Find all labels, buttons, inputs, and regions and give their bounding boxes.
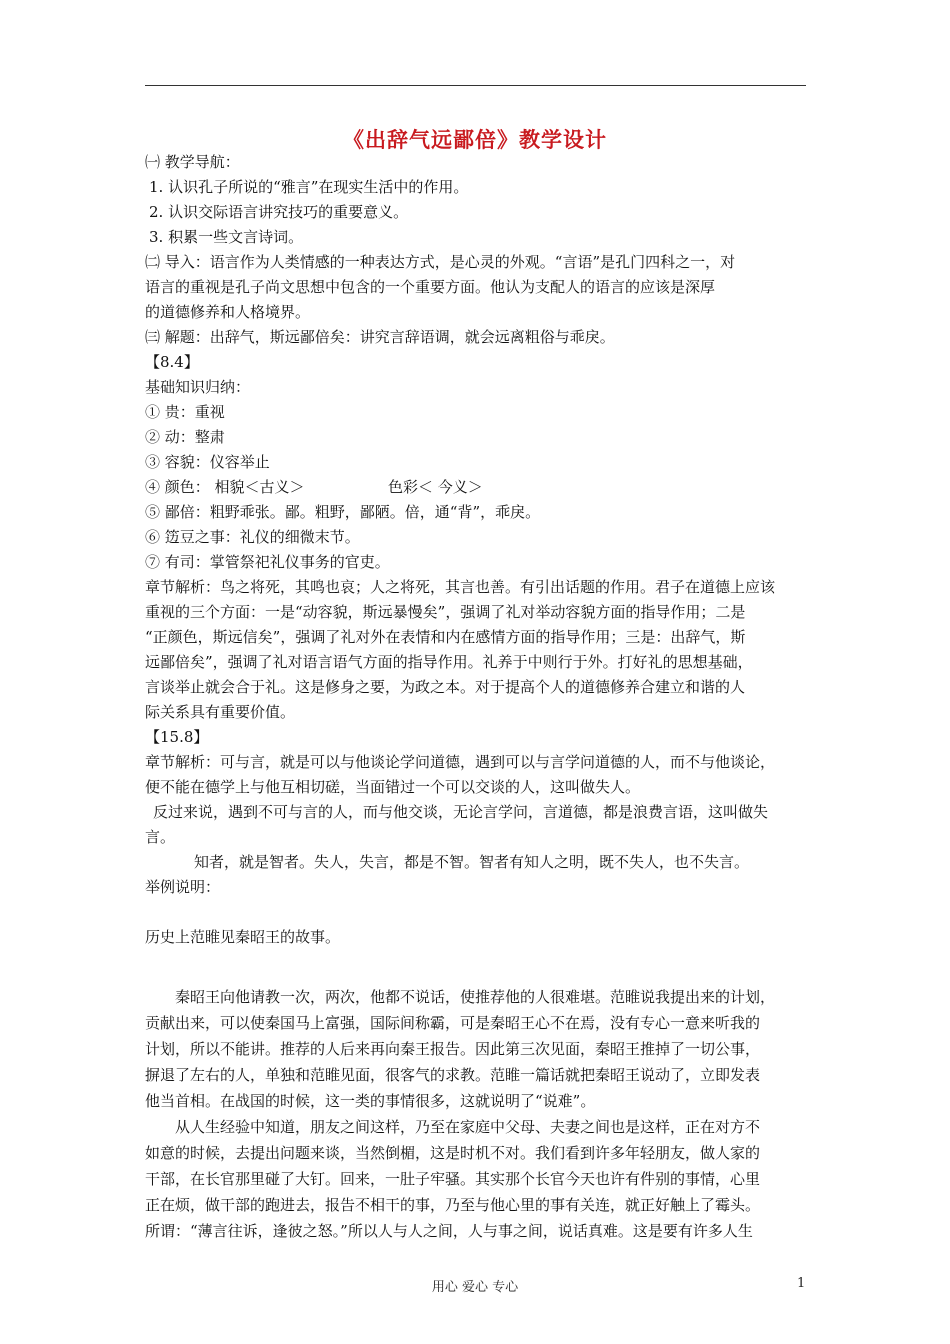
paragraph-line: 举例说明： [145,878,221,896]
paragraph-line: 摒退了左右的人，单独和范睢见面，很客气的求教。范睢一篇话就把秦昭王说动了，立即发表 [145,1066,761,1084]
paragraph-line: 言谈举止就会合于礼。这是修身之要，为政之本。对于提高个人的道德修养合建立和谐的人 [145,678,746,696]
paragraph-line: 的道德修养和人格境界。 [145,303,311,321]
list-item: 2. 认识交际语言讲究技巧的重要意义。 [149,203,409,221]
section-heading: 基础知识归纳： [145,378,251,396]
list-item: ③ 容貌：仪容举止 [145,453,270,471]
section-heading: ㈠ 教学导航： [145,153,240,171]
paragraph-line: 从人生经验中知道，朋友之间这样，乃至在家庭中父母、夫妻之间也是这样，正在对方不 [175,1118,761,1136]
paragraph-line: ㈢ 解题：出辞气，斯远鄙倍矣：讲究言辞语调，就会远离粗俗与乖戾。 [145,328,615,346]
paragraph-line: 便不能在德学上与他互相切磋，当面错过一个可以交谈的人，这叫做失人。 [145,778,641,796]
paragraph-line: 知者，就是智者。失人，失言，都是不智。智者有知人之明，既不失人，也不失言。 [194,853,750,871]
list-item: ⑦ 有司：掌管祭祀礼仪事务的官吏。 [145,553,390,571]
paragraph-line: 历史上范睢见秦昭王的故事。 [145,928,341,946]
paragraph-line: 贡献出来，可以使秦国马上富强，国际间称霸，可是秦昭王心不在焉，没有专心一意来听我的 [145,1014,761,1032]
paragraph-line: 反过来说，遇到不可与言的人，而与他交谈，无论言学问，言道德，都是浪费言语，这叫做失 [153,803,769,821]
list-item: 1. 认识孔子所说的“雅言”在现实生活中的作用。 [149,178,469,196]
header-rule [145,85,806,86]
section-marker: 【8.4】 [145,353,199,371]
paragraph-line: 重视的三个方面：一是“动容貌，斯远暴慢矣”，强调了礼对举动容貌方面的指导作用；二是 [145,603,746,621]
paragraph-line: 章节解析：鸟之将死，其鸣也哀；人之将死，其言也善。有引出话题的作用。君子在道德上应该 [145,578,776,596]
paragraph-line: 所谓：“薄言往诉，逢彼之怒。”所以人与人之间，人与事之间，说话真难。这是要有许多人生 [145,1222,753,1240]
paragraph-line: 秦昭王向他请教一次，两次，他都不说话，使推荐他的人很难堪。范睢说我提出来的计划， [175,988,776,1006]
list-item: 3. 积累一些文言诗词。 [149,228,304,246]
document-body [145,150,810,1244]
list-item-part: ④ 颜色： 相貌＜古义＞ [145,478,305,496]
list-item: ⑥ 笾豆之事：礼仪的细微末节。 [145,528,360,546]
paragraph-line: 言。 [145,828,176,846]
list-item: ⑤ 鄙倍：粗野乖张。鄙。粗野，鄙陋。倍，通“背”，乖戾。 [145,503,541,521]
paragraph-line: 章节解析：可与言，就是可以与他谈论学问道德，遇到可以与言学问道德的人，而不与他谈论， [145,753,776,771]
page-title: 《出辞气远鄙倍》教学设计 [343,128,607,152]
page-footer: 用心 爱心 专心 [431,1280,519,1295]
paragraph-line: 他当首相。在战国的时候，这一类的事情很多，这就说明了“说难”。 [145,1092,596,1110]
paragraph-line: 正在烦，做干部的跑进去，报告不相干的事，乃至与他心里的事有关连，就正好触上了霉头。 [145,1196,761,1214]
list-item: ① 贵：重视 [145,403,225,421]
paragraph-line: ㈡ 导入：语言作为人类情感的一种表达方式，是心灵的外观。“言语”是孔门四科之一，对 [145,253,736,271]
paragraph-line: 计划，所以不能讲。推荐的人后来再向秦王报告。因此第三次见面，秦昭王推掉了一切公事， [145,1040,761,1058]
list-item-part: 色彩＜ 今义＞ [388,478,483,496]
list-item: ② 动：整肃 [145,428,225,446]
paragraph-line: 语言的重视是孔子尚文思想中包含的一个重要方面。他认为支配人的语言的应该是深厚 [145,278,716,296]
section-marker: 【15.8】 [145,728,209,746]
paragraph-line: 际关系具有重要价值。 [145,703,296,721]
list-item [145,475,810,500]
paragraph-line: “正颜色，斯远信矣”，强调了礼对外在表情和内在感情方面的指导作用；三是：出辞气，斯 [145,628,746,646]
paragraph-line: 远鄙倍矣”，强调了礼对语言语气方面的指导作用。礼养于中则行于外。打好礼的思想基础， [145,653,753,671]
paragraph-line: 干部，在长官那里碰了大钉。回来，一肚子牢骚。其实那个长官今天也许有件别的事情，心里 [145,1170,761,1188]
page-number: 1 [797,1276,806,1291]
paragraph-line: 如意的时候，去提出问题来谈，当然倒楣，这是时机不对。我们看到许多年轻朋友，做人家的 [145,1144,761,1162]
